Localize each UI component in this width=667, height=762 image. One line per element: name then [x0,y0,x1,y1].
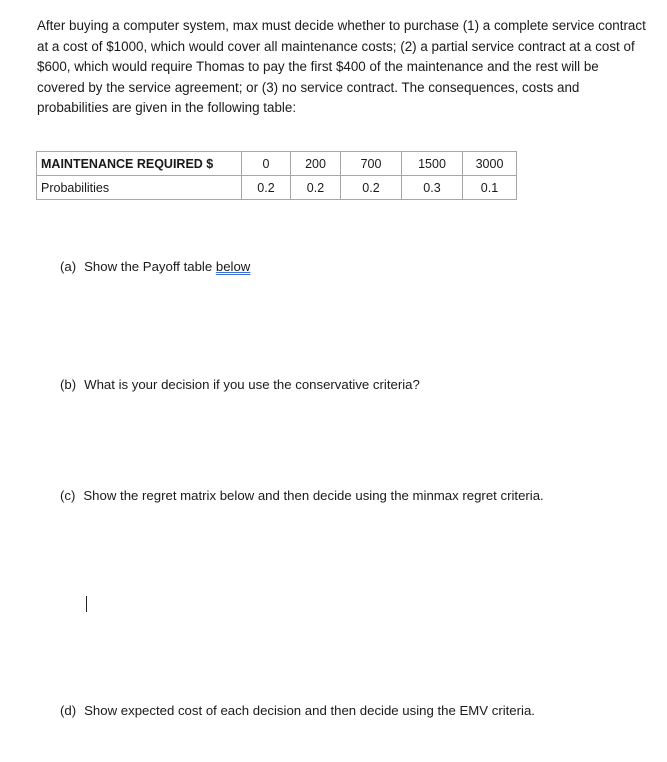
question-a [60,258,250,276]
question-c [60,487,544,505]
maintenance-table [36,151,517,200]
probability-cell: 0.3 [402,176,463,200]
question-b-text: What is your decision if you use the conservative criteria? [84,377,420,392]
problem-statement: After buying a computer system, max must decide whether to purchase (1) a complete service contract at a cost of $1000, which would cover all maintenance costs; (2) a partial service contract at a cost of $600, which would require Thomas to pay the first $400 of the maintenance and the rest will be covered by the service agreement; or (3) no service contract. The consequences, costs and probabilities are given in the following table: [37,18,646,116]
question-b-tag: (b) [60,377,77,392]
question-b [60,376,420,394]
question-d-tag: (d) [60,703,77,718]
probability-cell: 0.1 [463,176,517,200]
question-a-underlined-word: below [215,259,251,274]
maintenance-cell: 700 [341,152,402,176]
probability-cell: 0.2 [341,176,402,200]
question-a-text: Show the Payoff table [84,259,216,274]
probability-cell: 0.2 [242,176,291,200]
text-cursor[interactable] [86,596,87,612]
maintenance-cell: 200 [291,152,341,176]
question-a-tag: (a) [60,259,77,274]
row-label-maintenance: MAINTENANCE REQUIRED $ [37,152,242,176]
maintenance-cell: 1500 [402,152,463,176]
question-c-tag: (c) [60,488,76,503]
probability-cell: 0.2 [291,176,341,200]
table-row-probabilities [37,176,517,200]
row-label-probabilities: Probabilities [37,176,242,200]
table-row-maintenance [37,152,517,176]
maintenance-cell: 3000 [463,152,517,176]
question-d-text: Show expected cost of each decision and then decide using the EMV criteria. [84,703,535,718]
maintenance-cell: 0 [242,152,291,176]
question-c-text: Show the regret matrix below and then decide using the minmax regret criteria. [83,488,544,503]
question-d [60,702,535,720]
